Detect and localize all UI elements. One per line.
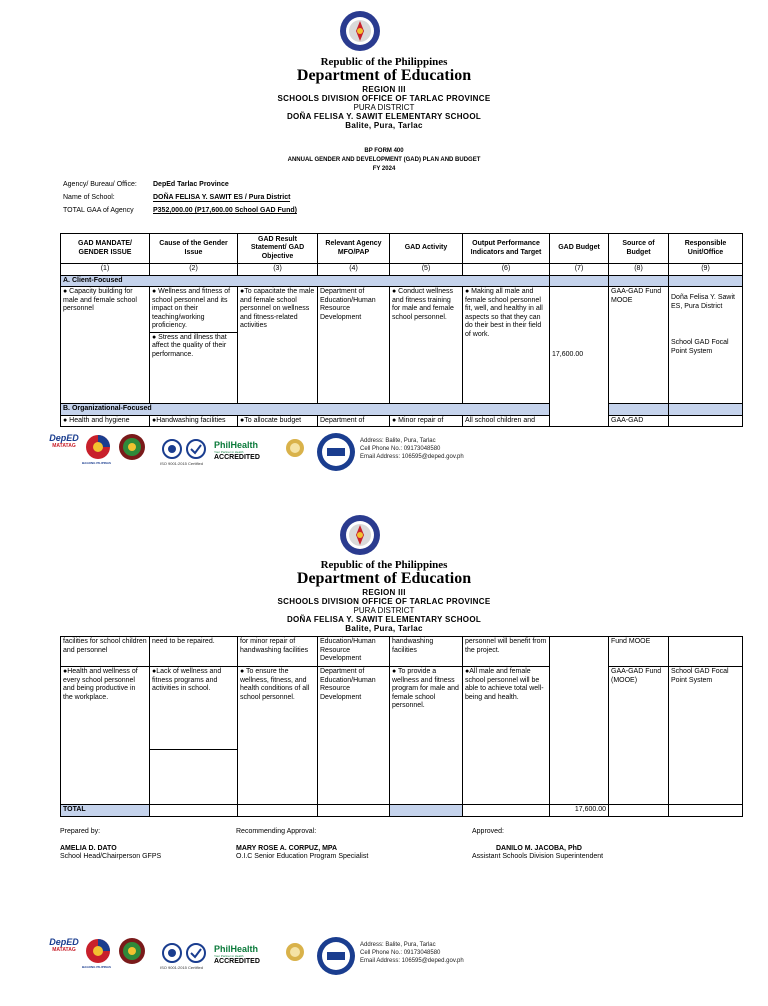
header-cell: GAD MANDATE/ GENDER ISSUE [61,234,150,264]
total-row [61,805,743,817]
iso-badge-icon [162,943,182,963]
column-number: (8) [609,264,669,276]
source-cell: GAA-GAD Fund MOOE [609,287,669,404]
activity-cell: ● Minor repair of [390,415,463,427]
gender-issue-cell: ● Capacity building for male and female school personnel [61,287,150,404]
recommending-name: MARY ROSE A. CORPUZ, MPA [236,844,338,852]
district-label: PURA DISTRICT [353,606,415,615]
award-medal-icon [284,437,306,461]
footer-phone: Cell Phone No.: 09173048580 [360,950,441,956]
section-a-row [61,275,743,287]
deped-round-logo-icon [316,936,356,976]
region-label: REGION III [362,588,406,597]
responsible-cell [669,287,743,404]
objective-cell: for minor repair of handwashing facilities [238,637,318,667]
column-number-row [61,264,743,276]
header-cell: GAD Budget [550,234,609,264]
column-number: (5) [390,264,463,276]
footer-logos [48,433,748,473]
agency-row [63,181,363,191]
form-year: FY 2024 [372,166,396,172]
agency-value: DepEd Tarlac Province [153,181,229,188]
deped-matatag-logo: DepED MATATAG [49,937,79,953]
division-label: SCHOOLS DIVISION OFFICE OF TARLAC PROVINCE [277,597,491,606]
table-row [61,415,743,427]
cause-item: ● Wellness and fitness of school personnel and its impact on their teaching/working proficiency. [150,287,237,333]
table-row [61,287,743,404]
cause-item: ●Lack of wellness and fitness programs and activities in school. [150,667,237,750]
footer-phone: Cell Phone No.: 09173048580 [360,446,441,452]
region-label: REGION III [362,85,406,94]
column-number: (4) [318,264,390,276]
objective-cell: ●To allocate budget [238,415,318,427]
responsible-cell: School GAD Focal Point System [669,667,743,805]
division-label: SCHOOLS DIVISION OFFICE OF TARLAC PROVINCE [277,94,491,103]
mfo-cell: Education/Human Resource Development [318,637,390,667]
gender-issue-cell: ●Health and wellness of every school personnel and being productive in the workplace. [61,667,150,805]
recommending-label: Recommending Approval: [236,828,317,835]
table-row [61,637,743,667]
award-medal-icon [284,941,306,965]
bagong-pilipinas-label: BAGONG PILIPINAS [82,965,112,969]
school-name-value: DOÑA FELISA Y. SAWIT ES / Pura District [153,194,291,201]
objective-cell: ●To capacitate the male and female school personnel on wellness and fitness-related activities [238,287,318,404]
mfo-cell: Department of Education/Human Resource Development [318,667,390,805]
iso-label: ISO 9001:2015 Certified [160,965,203,970]
column-number: (2) [150,264,238,276]
cause-item: ● Stress and illness that affect the quality of their performance. [152,333,227,358]
activity-cell: ● To provide a wellness and fitness program for male and female school personnel. [390,667,463,805]
header-cell: GAD Result Statement/ GAD Objective [238,234,318,264]
total-label: TOTAL [61,805,150,817]
philhealth-logo: PhilHealth Your Partner in Health ACCREDITED [214,440,260,461]
column-number: (6) [463,264,550,276]
school-label: DOÑA FELISA Y. SAWIT ELEMENTARY SCHOOL [286,615,482,624]
department-title: Department of Education [296,67,472,84]
iso-badge-icon [162,439,182,459]
column-number: (1) [61,264,150,276]
footer-contact [360,941,464,965]
header-cell: Source of Budget [609,234,669,264]
output-cell: ● Making all male and female school personnel fit, well, and healthy in all aspects so that they can do their best in their field of work. [463,287,550,404]
page-2 [0,500,768,1006]
section-b-row [61,404,743,416]
mfo-cell: Department of [318,415,390,427]
prepared-by-block [60,828,161,862]
philhealth-logo: PhilHealth Your Partner in Health ACCREDITED [214,944,260,965]
output-cell: personnel will benefit from the project. [463,637,550,667]
division-seal-icon [118,937,146,965]
cause-cell: need to be repaired. [150,637,238,667]
address-label: Balite, Pura, Tarlac [345,121,423,130]
source-cell: GAA-GAD [609,415,669,427]
cause-cell: ●Handwashing facilities [150,415,238,427]
objective-cell: ● To ensure the wellness, fitness, and health conditions of all school personnel. [238,667,318,805]
prepared-label: Prepared by: [60,828,101,835]
total-value: 17,600.00 [550,805,609,817]
form-code: BP FORM 400 [364,148,404,154]
approved-label: Approved: [472,828,504,835]
header-cell: Cause of the Gender Issue [150,234,238,264]
activity-cell: ● Conduct wellness and fitness training for male and female school personnel. [390,287,463,404]
gender-issue-cell: facilities for school children and personnel [61,637,150,667]
approved-block [472,828,603,862]
column-number: (3) [238,264,318,276]
republic-label: Republic of the Philippines [320,56,448,68]
table-header-row [61,234,743,264]
output-cell: All school children and [463,415,550,427]
school-name-label: Name of School: [63,194,115,201]
prepared-title: School Head/Chairperson GFPS [60,853,162,860]
gaa-value: P352,000.00 (P17,600.00 School GAD Fund) [153,207,297,214]
agency-label: Agency/ Bureau/ Office: [63,181,137,188]
deped-round-logo-icon [316,432,356,472]
footer-logos [48,937,748,977]
footer-address: Address: Balite, Pura, Tarlac [360,438,436,444]
address-label: Balite, Pura, Tarlac [345,624,423,633]
deped-seal-icon [339,10,381,52]
cause-cell [150,667,238,805]
budget-cell [550,637,609,805]
cause-cell [150,287,238,404]
table-row [61,667,743,805]
page-1 [0,0,768,500]
gender-issue-cell: ● Health and hygiene [61,415,150,427]
responsible-item: Doña Felisa Y. Sawit ES, Pura District [671,294,735,310]
school-name-row [63,194,363,204]
district-label: PURA DISTRICT [353,103,415,112]
header-cell: Output Performance Indicators and Target [463,234,550,264]
recommending-block [236,828,368,862]
recommending-title: O.I.C Senior Education Program Specialist [236,853,369,860]
column-number: (9) [669,264,743,276]
output-cell: ●All male and female school personnel will be able to achieve total well-being and health. [463,667,550,805]
approved-name: DANILO M. JACOBA, PhD [496,844,582,852]
form-title: ANNUAL GENDER AND DEVELOPMENT (GAD) PLAN AND BUDGET [287,157,481,163]
activity-cell: handwashing facilities [390,637,463,667]
bagong-pilipinas-label: BAGONG PILIPINAS [82,461,112,465]
deped-seal-icon [339,514,381,556]
gad-plan-table [60,233,743,427]
bagong-pilipinas-icon [84,433,112,461]
gaa-row [63,207,363,217]
gaa-label: TOTAL GAA of Agency [63,207,134,214]
source-cell: Fund MOOE [609,637,669,667]
budget-cell: 17,600.00 [550,287,609,427]
republic-label: Republic of the Philippines [320,559,448,571]
certification-badge-icon [186,439,206,459]
footer-address: Address: Balite, Pura, Tarlac [360,942,436,948]
header-cell: Responsible Unit/Office [669,234,743,264]
deped-matatag-logo: DepED MATATAG [49,433,79,449]
mfo-cell: Department of Education/Human Resource Development [318,287,390,404]
prepared-name: AMELIA D. DATO [60,844,117,852]
gad-plan-table-continued [60,636,743,817]
iso-label: ISO 9001:2015 Certified [160,461,203,466]
footer-contact [360,437,464,461]
footer-email: Email Address: 106595@deped.gov.ph [360,958,464,964]
approved-title: Assistant Schools Division Superintendent [472,853,604,860]
school-label: DOÑA FELISA Y. SAWIT ELEMENTARY SCHOOL [286,112,482,121]
section-b-label: B. Organizational-Focused [61,404,550,416]
responsible-item: School GAD Focal Point System [671,339,729,355]
section-a-label: A. Client-Focused [61,275,550,287]
certification-badge-icon [186,943,206,963]
source-cell: GAA-GAD Fund (MOOE) [609,667,669,805]
column-number: (7) [550,264,609,276]
header-cell: GAD Activity [390,234,463,264]
footer-email: Email Address: 106595@deped.gov.ph [360,454,464,460]
bagong-pilipinas-icon [84,937,112,965]
division-seal-icon [118,433,146,461]
header-cell: Relevant Agency MFO/PAP [318,234,390,264]
department-title: Department of Education [296,570,472,587]
